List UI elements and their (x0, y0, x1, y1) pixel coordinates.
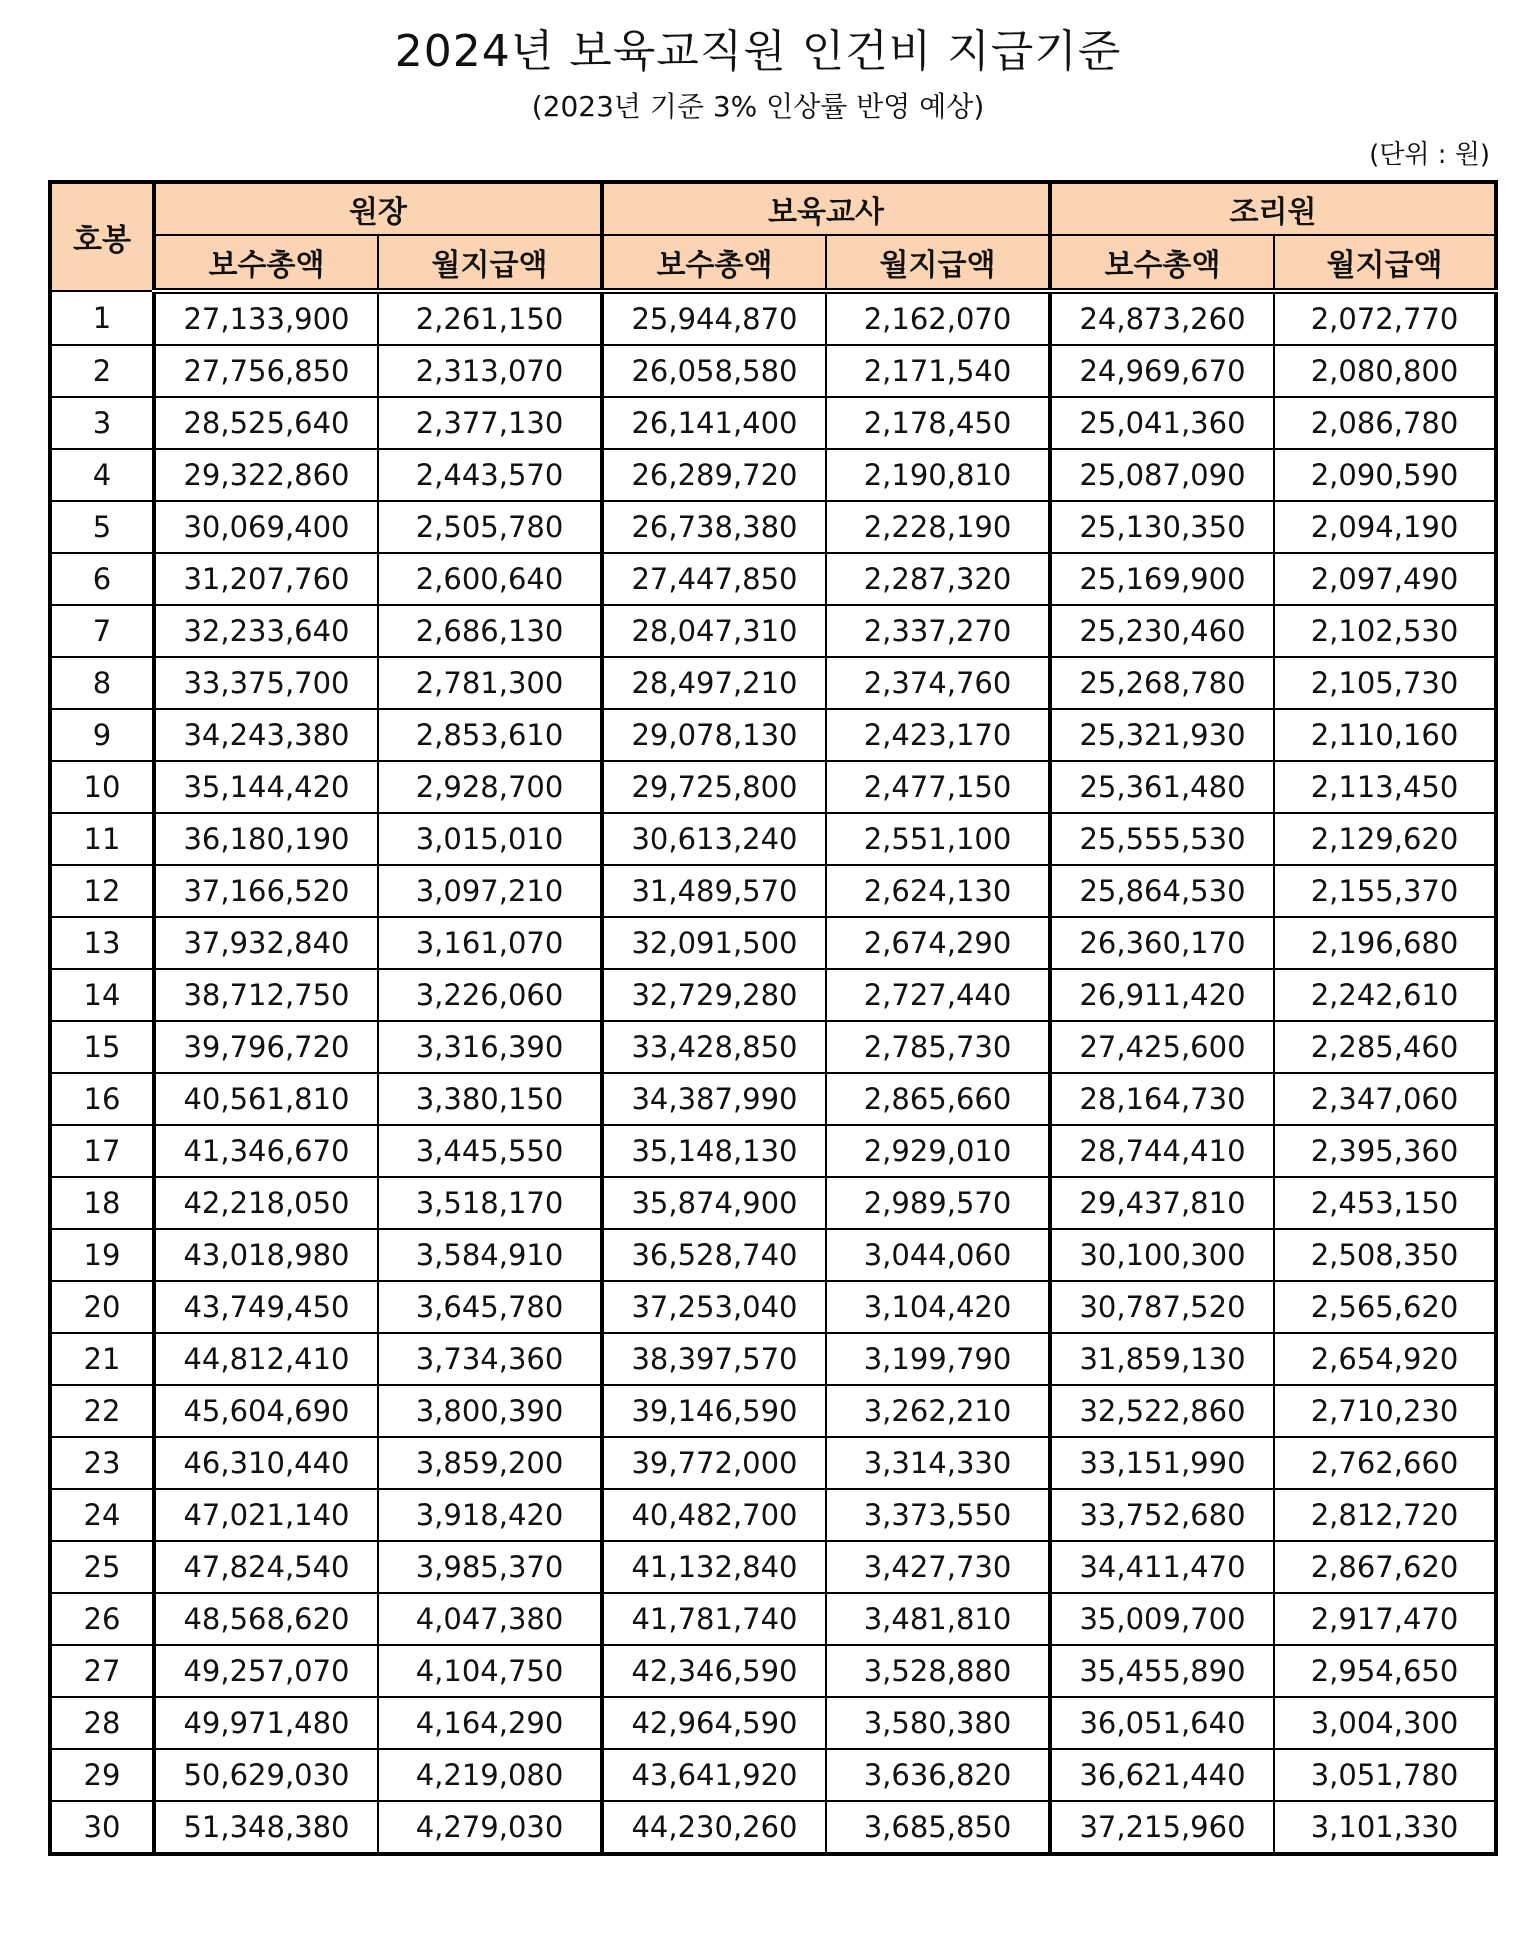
cell-director-total: 29,322,860 (154, 449, 378, 501)
cell-teacher-monthly: 2,551,100 (826, 813, 1050, 865)
cell-teacher-monthly: 2,228,190 (826, 501, 1050, 553)
cell-cook-monthly: 2,453,150 (1274, 1177, 1496, 1229)
cell-director-monthly: 3,445,550 (378, 1125, 602, 1177)
cell-cook-total: 25,268,780 (1050, 657, 1274, 709)
cell-step: 14 (50, 969, 154, 1021)
cell-cook-monthly: 3,101,330 (1274, 1801, 1496, 1854)
cell-cook-monthly: 2,196,680 (1274, 917, 1496, 969)
cell-teacher-total: 39,146,590 (602, 1385, 826, 1437)
cell-teacher-total: 31,489,570 (602, 865, 826, 917)
cell-teacher-total: 32,091,500 (602, 917, 826, 969)
table-row (50, 501, 1496, 553)
cell-director-total: 47,824,540 (154, 1541, 378, 1593)
cell-step: 22 (50, 1385, 154, 1437)
cell-cook-total: 35,009,700 (1050, 1593, 1274, 1645)
cell-teacher-total: 43,641,920 (602, 1749, 826, 1801)
cell-teacher-monthly: 2,785,730 (826, 1021, 1050, 1073)
cell-teacher-monthly: 3,580,380 (826, 1697, 1050, 1749)
cell-cook-total: 34,411,470 (1050, 1541, 1274, 1593)
cell-teacher-total: 44,230,260 (602, 1801, 826, 1854)
cell-step: 15 (50, 1021, 154, 1073)
cell-director-monthly: 3,380,150 (378, 1073, 602, 1125)
sub-header-director-total: 보수총액 (154, 235, 378, 291)
cell-cook-total: 33,752,680 (1050, 1489, 1274, 1541)
header-row-groups (50, 182, 1496, 235)
cell-cook-monthly: 2,917,470 (1274, 1593, 1496, 1645)
table-row (50, 1281, 1496, 1333)
cell-step: 7 (50, 605, 154, 657)
cell-cook-total: 28,744,410 (1050, 1125, 1274, 1177)
cell-director-total: 45,604,690 (154, 1385, 378, 1437)
cell-cook-total: 31,859,130 (1050, 1333, 1274, 1385)
cell-cook-total: 24,873,260 (1050, 291, 1274, 345)
cell-cook-total: 36,051,640 (1050, 1697, 1274, 1749)
cell-step: 8 (50, 657, 154, 709)
sub-header-cook-monthly: 월지급액 (1274, 235, 1496, 291)
table-row (50, 1801, 1496, 1854)
cell-director-total: 38,712,750 (154, 969, 378, 1021)
cell-director-total: 49,257,070 (154, 1645, 378, 1697)
cell-teacher-total: 26,058,580 (602, 345, 826, 397)
cell-teacher-monthly: 2,865,660 (826, 1073, 1050, 1125)
cell-teacher-monthly: 2,190,810 (826, 449, 1050, 501)
cell-step: 2 (50, 345, 154, 397)
page-title: 2024년 보육교직원 인건비 지급기준 (394, 26, 1122, 77)
cell-cook-monthly: 2,395,360 (1274, 1125, 1496, 1177)
cell-step: 13 (50, 917, 154, 969)
cell-cook-monthly: 2,155,370 (1274, 865, 1496, 917)
cell-director-monthly: 3,985,370 (378, 1541, 602, 1593)
cell-cook-total: 32,522,860 (1050, 1385, 1274, 1437)
cell-director-monthly: 2,600,640 (378, 553, 602, 605)
cell-teacher-total: 35,874,900 (602, 1177, 826, 1229)
cell-director-monthly: 2,443,570 (378, 449, 602, 501)
cell-step: 18 (50, 1177, 154, 1229)
cell-cook-monthly: 2,102,530 (1274, 605, 1496, 657)
cell-teacher-monthly: 2,337,270 (826, 605, 1050, 657)
cell-director-total: 51,348,380 (154, 1801, 378, 1854)
cell-cook-monthly: 2,867,620 (1274, 1541, 1496, 1593)
table-row (50, 813, 1496, 865)
cell-director-monthly: 2,781,300 (378, 657, 602, 709)
cell-teacher-total: 42,346,590 (602, 1645, 826, 1697)
cell-step: 6 (50, 553, 154, 605)
table-row (50, 1125, 1496, 1177)
cell-director-monthly: 2,686,130 (378, 605, 602, 657)
cell-step: 17 (50, 1125, 154, 1177)
cell-teacher-total: 41,781,740 (602, 1593, 826, 1645)
cell-teacher-total: 35,148,130 (602, 1125, 826, 1177)
table-row (50, 917, 1496, 969)
cell-teacher-total: 28,497,210 (602, 657, 826, 709)
cell-director-monthly: 3,918,420 (378, 1489, 602, 1541)
cell-teacher-total: 37,253,040 (602, 1281, 826, 1333)
cell-step: 1 (50, 291, 154, 345)
cell-step: 28 (50, 1697, 154, 1749)
cell-teacher-total: 32,729,280 (602, 969, 826, 1021)
table-row (50, 969, 1496, 1021)
cell-cook-monthly: 2,654,920 (1274, 1333, 1496, 1385)
cell-teacher-monthly: 3,262,210 (826, 1385, 1050, 1437)
cell-director-monthly: 3,161,070 (378, 917, 602, 969)
cell-director-monthly: 3,316,390 (378, 1021, 602, 1073)
cell-cook-total: 25,087,090 (1050, 449, 1274, 501)
group-header-cook: 조리원 (1050, 182, 1496, 235)
table-row (50, 657, 1496, 709)
cell-cook-total: 25,169,900 (1050, 553, 1274, 605)
cell-director-monthly: 3,097,210 (378, 865, 602, 917)
cell-director-total: 35,144,420 (154, 761, 378, 813)
cell-cook-total: 28,164,730 (1050, 1073, 1274, 1125)
table-row (50, 449, 1496, 501)
table-row (50, 1229, 1496, 1281)
unit-label: (단위 : 원) (1369, 140, 1490, 170)
cell-cook-monthly: 2,954,650 (1274, 1645, 1496, 1697)
cell-cook-monthly: 2,285,460 (1274, 1021, 1496, 1073)
cell-cook-monthly: 2,090,590 (1274, 449, 1496, 501)
cell-cook-monthly: 3,004,300 (1274, 1697, 1496, 1749)
cell-director-monthly: 3,645,780 (378, 1281, 602, 1333)
table-row (50, 1541, 1496, 1593)
cell-director-monthly: 3,734,360 (378, 1333, 602, 1385)
cell-cook-total: 25,130,350 (1050, 501, 1274, 553)
cell-teacher-monthly: 3,199,790 (826, 1333, 1050, 1385)
group-header-director: 원장 (154, 182, 602, 235)
cell-director-total: 49,971,480 (154, 1697, 378, 1749)
table-row (50, 1593, 1496, 1645)
cell-director-total: 41,346,670 (154, 1125, 378, 1177)
table-row (50, 1333, 1496, 1385)
cell-cook-total: 27,425,600 (1050, 1021, 1274, 1073)
cell-cook-total: 25,041,360 (1050, 397, 1274, 449)
cell-director-monthly: 3,015,010 (378, 813, 602, 865)
cell-cook-total: 25,555,530 (1050, 813, 1274, 865)
cell-cook-monthly: 2,242,610 (1274, 969, 1496, 1021)
cell-step: 24 (50, 1489, 154, 1541)
cell-teacher-monthly: 3,104,420 (826, 1281, 1050, 1333)
cell-cook-total: 25,361,480 (1050, 761, 1274, 813)
cell-step: 5 (50, 501, 154, 553)
cell-teacher-total: 27,447,850 (602, 553, 826, 605)
sub-header-teacher-monthly: 월지급액 (826, 235, 1050, 291)
cell-step: 25 (50, 1541, 154, 1593)
cell-director-total: 36,180,190 (154, 813, 378, 865)
cell-teacher-total: 26,289,720 (602, 449, 826, 501)
cell-director-total: 30,069,400 (154, 501, 378, 553)
table-row (50, 1177, 1496, 1229)
cell-teacher-monthly: 2,423,170 (826, 709, 1050, 761)
sub-header-director-monthly: 월지급액 (378, 235, 602, 291)
cell-teacher-monthly: 3,528,880 (826, 1645, 1050, 1697)
cell-step: 16 (50, 1073, 154, 1125)
cell-director-total: 34,243,380 (154, 709, 378, 761)
cell-cook-monthly: 2,086,780 (1274, 397, 1496, 449)
cell-cook-total: 25,864,530 (1050, 865, 1274, 917)
cell-cook-total: 26,911,420 (1050, 969, 1274, 1021)
cell-director-total: 50,629,030 (154, 1749, 378, 1801)
table-row (50, 1645, 1496, 1697)
cell-director-monthly: 2,928,700 (378, 761, 602, 813)
cell-director-monthly: 4,164,290 (378, 1697, 602, 1749)
cell-teacher-monthly: 3,044,060 (826, 1229, 1050, 1281)
table-row (50, 1021, 1496, 1073)
cell-director-monthly: 4,279,030 (378, 1801, 602, 1854)
cell-step: 26 (50, 1593, 154, 1645)
table-row (50, 291, 1496, 345)
cell-teacher-monthly: 2,929,010 (826, 1125, 1050, 1177)
cell-step: 21 (50, 1333, 154, 1385)
cell-cook-total: 36,621,440 (1050, 1749, 1274, 1801)
cell-director-total: 48,568,620 (154, 1593, 378, 1645)
cell-director-total: 31,207,760 (154, 553, 378, 605)
step-header: 호봉 (50, 182, 154, 291)
cell-teacher-total: 41,132,840 (602, 1541, 826, 1593)
cell-step: 20 (50, 1281, 154, 1333)
table-row (50, 1073, 1496, 1125)
cell-director-total: 28,525,640 (154, 397, 378, 449)
cell-step: 30 (50, 1801, 154, 1854)
cell-teacher-monthly: 2,674,290 (826, 917, 1050, 969)
cell-cook-monthly: 3,051,780 (1274, 1749, 1496, 1801)
cell-teacher-total: 25,944,870 (602, 291, 826, 345)
cell-teacher-total: 29,725,800 (602, 761, 826, 813)
salary-table (48, 180, 1498, 1856)
cell-director-total: 46,310,440 (154, 1437, 378, 1489)
cell-step: 10 (50, 761, 154, 813)
cell-director-monthly: 4,047,380 (378, 1593, 602, 1645)
cell-cook-monthly: 2,347,060 (1274, 1073, 1496, 1125)
cell-teacher-total: 33,428,850 (602, 1021, 826, 1073)
table-row (50, 761, 1496, 813)
cell-cook-total: 25,230,460 (1050, 605, 1274, 657)
cell-teacher-monthly: 2,287,320 (826, 553, 1050, 605)
cell-teacher-total: 34,387,990 (602, 1073, 826, 1125)
cell-step: 4 (50, 449, 154, 501)
cell-director-total: 37,166,520 (154, 865, 378, 917)
table-row (50, 605, 1496, 657)
page-subtitle: (2023년 기준 3% 인상률 반영 예상) (531, 90, 985, 123)
cell-teacher-monthly: 3,481,810 (826, 1593, 1050, 1645)
table-header (50, 182, 1496, 291)
cell-director-monthly: 2,261,150 (378, 291, 602, 345)
cell-teacher-monthly: 2,477,150 (826, 761, 1050, 813)
cell-teacher-monthly: 3,373,550 (826, 1489, 1050, 1541)
cell-teacher-monthly: 2,989,570 (826, 1177, 1050, 1229)
cell-teacher-monthly: 3,427,730 (826, 1541, 1050, 1593)
cell-cook-total: 35,455,890 (1050, 1645, 1274, 1697)
cell-cook-total: 30,100,300 (1050, 1229, 1274, 1281)
cell-cook-total: 24,969,670 (1050, 345, 1274, 397)
cell-director-total: 47,021,140 (154, 1489, 378, 1541)
cell-cook-monthly: 2,508,350 (1274, 1229, 1496, 1281)
table-row (50, 345, 1496, 397)
table-row (50, 1437, 1496, 1489)
sub-header-cook-total: 보수총액 (1050, 235, 1274, 291)
table-row (50, 865, 1496, 917)
cell-step: 9 (50, 709, 154, 761)
table-row (50, 1489, 1496, 1541)
cell-director-total: 40,561,810 (154, 1073, 378, 1125)
cell-step: 29 (50, 1749, 154, 1801)
table-row (50, 1697, 1496, 1749)
cell-step: 23 (50, 1437, 154, 1489)
cell-teacher-monthly: 2,727,440 (826, 969, 1050, 1021)
cell-teacher-total: 38,397,570 (602, 1333, 826, 1385)
cell-teacher-monthly: 2,624,130 (826, 865, 1050, 917)
cell-teacher-monthly: 3,636,820 (826, 1749, 1050, 1801)
cell-director-monthly: 3,584,910 (378, 1229, 602, 1281)
cell-cook-total: 26,360,170 (1050, 917, 1274, 969)
cell-teacher-monthly: 2,171,540 (826, 345, 1050, 397)
table-row (50, 1749, 1496, 1801)
cell-director-total: 43,749,450 (154, 1281, 378, 1333)
table-row (50, 553, 1496, 605)
cell-director-monthly: 4,219,080 (378, 1749, 602, 1801)
cell-director-monthly: 2,377,130 (378, 397, 602, 449)
table-row (50, 709, 1496, 761)
cell-cook-monthly: 2,812,720 (1274, 1489, 1496, 1541)
cell-director-monthly: 3,800,390 (378, 1385, 602, 1437)
cell-director-monthly: 2,313,070 (378, 345, 602, 397)
cell-cook-total: 25,321,930 (1050, 709, 1274, 761)
cell-teacher-monthly: 3,685,850 (826, 1801, 1050, 1854)
table-row (50, 397, 1496, 449)
cell-teacher-total: 26,738,380 (602, 501, 826, 553)
cell-director-monthly: 4,104,750 (378, 1645, 602, 1697)
cell-teacher-total: 29,078,130 (602, 709, 826, 761)
cell-step: 11 (50, 813, 154, 865)
cell-director-monthly: 2,853,610 (378, 709, 602, 761)
cell-teacher-total: 42,964,590 (602, 1697, 826, 1749)
cell-director-monthly: 2,505,780 (378, 501, 602, 553)
cell-teacher-total: 26,141,400 (602, 397, 826, 449)
cell-teacher-monthly: 2,374,760 (826, 657, 1050, 709)
cell-director-total: 33,375,700 (154, 657, 378, 709)
cell-director-monthly: 3,226,060 (378, 969, 602, 1021)
cell-cook-monthly: 2,094,190 (1274, 501, 1496, 553)
cell-director-total: 39,796,720 (154, 1021, 378, 1073)
cell-teacher-total: 30,613,240 (602, 813, 826, 865)
cell-step: 3 (50, 397, 154, 449)
cell-cook-monthly: 2,097,490 (1274, 553, 1496, 605)
cell-director-total: 42,218,050 (154, 1177, 378, 1229)
cell-director-monthly: 3,518,170 (378, 1177, 602, 1229)
cell-cook-monthly: 2,105,730 (1274, 657, 1496, 709)
cell-cook-monthly: 2,710,230 (1274, 1385, 1496, 1437)
cell-director-total: 27,756,850 (154, 345, 378, 397)
cell-director-total: 27,133,900 (154, 291, 378, 345)
table-body (50, 291, 1496, 1854)
cell-director-total: 44,812,410 (154, 1333, 378, 1385)
group-header-teacher: 보육교사 (602, 182, 1050, 235)
cell-director-total: 43,018,980 (154, 1229, 378, 1281)
cell-teacher-monthly: 2,162,070 (826, 291, 1050, 345)
cell-cook-total: 30,787,520 (1050, 1281, 1274, 1333)
cell-cook-monthly: 2,129,620 (1274, 813, 1496, 865)
cell-teacher-total: 39,772,000 (602, 1437, 826, 1489)
cell-cook-monthly: 2,110,160 (1274, 709, 1496, 761)
cell-teacher-total: 28,047,310 (602, 605, 826, 657)
cell-cook-monthly: 2,762,660 (1274, 1437, 1496, 1489)
cell-step: 19 (50, 1229, 154, 1281)
cell-teacher-total: 40,482,700 (602, 1489, 826, 1541)
cell-teacher-total: 36,528,740 (602, 1229, 826, 1281)
cell-cook-monthly: 2,072,770 (1274, 291, 1496, 345)
table-row (50, 1385, 1496, 1437)
cell-director-monthly: 3,859,200 (378, 1437, 602, 1489)
header-row-columns (50, 235, 1496, 291)
cell-teacher-monthly: 3,314,330 (826, 1437, 1050, 1489)
cell-director-total: 37,932,840 (154, 917, 378, 969)
cell-director-total: 32,233,640 (154, 605, 378, 657)
cell-cook-monthly: 2,565,620 (1274, 1281, 1496, 1333)
cell-cook-monthly: 2,113,450 (1274, 761, 1496, 813)
cell-step: 27 (50, 1645, 154, 1697)
cell-teacher-monthly: 2,178,450 (826, 397, 1050, 449)
cell-cook-total: 33,151,990 (1050, 1437, 1274, 1489)
cell-step: 12 (50, 865, 154, 917)
cell-cook-monthly: 2,080,800 (1274, 345, 1496, 397)
cell-cook-total: 29,437,810 (1050, 1177, 1274, 1229)
cell-cook-total: 37,215,960 (1050, 1801, 1274, 1854)
sub-header-teacher-total: 보수총액 (602, 235, 826, 291)
